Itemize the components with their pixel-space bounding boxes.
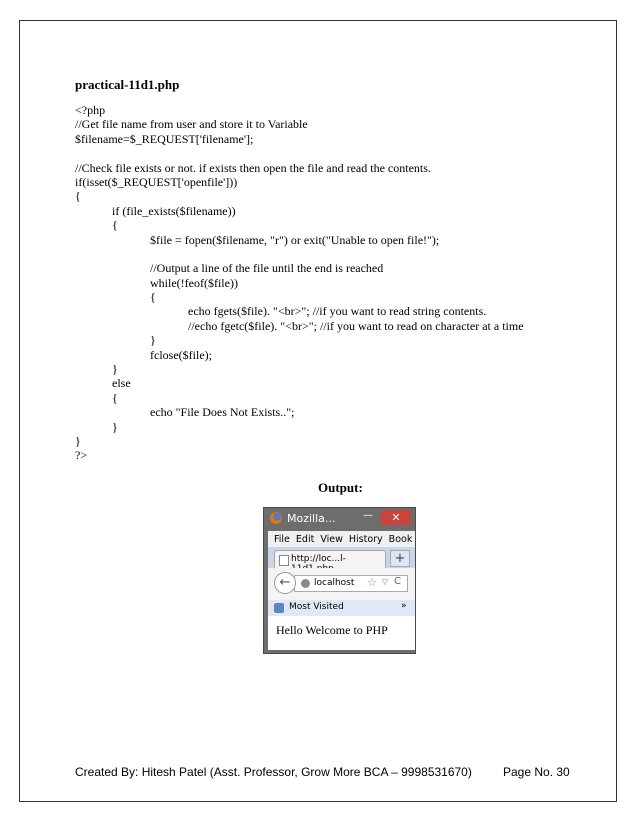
browser-screenshot [263,507,416,654]
code-line: if (file_exists($filename)) [112,203,236,218]
code-line: while(!feof($file)) [150,275,238,290]
menu-edit[interactable]: Edit [295,533,315,545]
browser-content [268,616,415,650]
code-line: if(isset($_REQUEST['openfile'])) [75,174,238,189]
browser-window-title: Mozilla... [287,512,336,525]
code-line: fclose($file); [150,347,212,362]
code-line: $file = fopen($filename, "r") or exit("Unable to open file!"); [150,232,440,247]
code-line: echo fgets($file). "<br>"; //if you want to read string contents. [188,304,487,319]
document-title: practical-11d1.php [75,77,180,92]
code-line: } [75,433,81,448]
menu-file[interactable]: File [274,533,290,545]
code-line: ?> [75,448,88,463]
minimize-icon[interactable]: — [363,510,373,521]
code-line: } [150,333,156,348]
code-line: //Output a line of the file until the end is reached [150,261,384,276]
code-line: { [112,390,118,405]
browser-tab[interactable] [274,550,386,568]
code-line: { [75,189,81,204]
bookmark-most-visited[interactable]: Most Visited [289,602,344,612]
firefox-icon [270,512,282,524]
star-icon[interactable]: ☆ [367,576,377,589]
page-content-text: Hello Welcome to PHP [276,623,388,637]
code-line: //Get file name from user and store it to Variable [75,117,308,132]
code-line: //echo fgetc($file). "<br>"; //if you want to read on character at a time [188,318,524,333]
bookmarks-bar [268,600,415,616]
browser-menu-bar [268,531,415,547]
menu-history[interactable]: History [348,533,383,545]
bookmarks-more-icon[interactable]: » [401,601,407,611]
code-line: //Check file exists or not. if exists then open the file and read the contents. [75,160,431,175]
code-line: <?php [75,103,106,117]
code-line [75,247,524,261]
globe-icon [301,579,310,588]
code-line: } [112,362,118,377]
code-line: { [150,290,156,305]
footer-credit: Created By: Hitesh Patel (Asst. Professor, Grow More BCA – 9998531670) [75,765,472,779]
code-line: } [112,419,118,434]
browser-nav-bar [268,568,415,600]
output-label: Output: [318,480,363,495]
url-bar[interactable] [294,575,408,592]
back-button[interactable]: ← [274,572,296,594]
menu-bookmarks[interactable]: Book [388,533,413,545]
url-text: localhost [314,578,355,588]
new-tab-button[interactable]: + [390,550,410,567]
bookmark-icon [274,603,284,613]
code-line: echo "File Does Not Exists.."; [150,405,295,420]
code-line: { [112,218,118,233]
tab-label: http://loc...l- [291,554,346,564]
page-icon [279,555,289,566]
browser-title-bar [264,508,415,530]
browser-tab-strip [268,547,415,568]
dropdown-icon[interactable]: ▽ [382,577,389,586]
code-line: else [112,376,131,391]
code-line [75,146,524,160]
code-block [75,103,524,463]
reload-icon[interactable]: C [394,576,401,587]
code-line: $filename=$_REQUEST['filename']; [75,131,254,146]
page-number: Page No. 30 [503,765,570,779]
close-icon[interactable]: ✕ [381,510,411,525]
menu-view[interactable]: View [320,533,343,545]
